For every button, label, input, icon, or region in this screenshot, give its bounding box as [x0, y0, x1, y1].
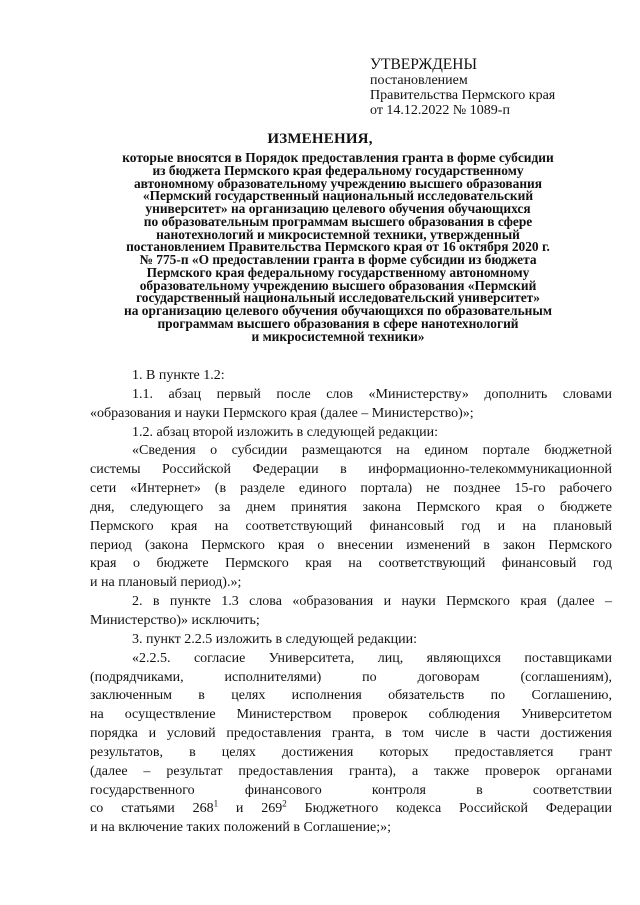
text-line: (далее – результат предоставления гранта), а также проверок органами	[90, 763, 612, 779]
approval-stamp	[370, 56, 632, 118]
subtitle-line: и микросистемной техники»	[251, 328, 425, 344]
subtitle-line: образовательному учреждению высшего образования «Пермский	[139, 277, 537, 293]
paragraph-1-2: 1.2. абзац второй изложить в следующей редакции:	[132, 424, 439, 440]
text-line: и на включение таких положений в Соглашение;»;	[90, 820, 392, 836]
subtitle-line: автономному образовательному учреждению высшего образования	[133, 175, 543, 191]
text-line: и на плановый период).»;	[90, 575, 242, 591]
paragraph-2	[90, 593, 612, 631]
document-subtitle	[88, 152, 588, 343]
text-line: на осуществление Министерством проверок соблюдения Университетом	[90, 707, 612, 723]
text-line: государственного финансового контроля в соответствии	[90, 782, 612, 798]
subtitle-line: нанотехнологий и микросистемной техники, утвержденный	[156, 226, 520, 242]
subtitle-line: «Пермский государственный национальный исследовательский	[142, 188, 534, 204]
document-body	[90, 367, 612, 838]
text-line: результатов, в целях достижения которых предоставляется грант	[90, 744, 612, 760]
text-line: сети «Интернет» (в разделе единого портала) не позднее 15-го рабочего	[90, 481, 612, 497]
text-line: заключенным в целях исполнения обязательств по Соглашению,	[90, 688, 612, 704]
text-line: «образования и науки Пермского края (далее – Министерство)»;	[90, 405, 474, 421]
approval-line: постановлением	[370, 73, 468, 88]
subtitle-line: университет» на организацию целевого обучения обучающихся	[145, 201, 531, 216]
text-line: дня, следующего за днем принятия закона Пермского края о бюджете	[90, 499, 612, 515]
superscript: 1	[213, 798, 219, 809]
paragraph-3: 3. пункт 2.2.5 изложить в следующей редакции:	[132, 631, 417, 647]
text-line: Пермского края на соответствующий финансовый год и на плановый	[90, 518, 612, 534]
quote-paragraph-2	[90, 650, 612, 838]
text-fragment: со статьями 268	[90, 801, 214, 817]
paragraph-1: 1. В пункте 1.2:	[132, 368, 225, 383]
text-line: 2. в пункте 1.3 слова «образования и науки Пермского края (далее –	[132, 594, 612, 610]
subtitle-line: постановлением Правительства Пермского края от 16 октября 2020 г.	[126, 239, 550, 255]
document-title: ИЗМЕНЕНИЯ,	[267, 131, 373, 147]
subtitle-line: которые вносятся в Порядок предоставления гранта в форме субсидии	[122, 150, 554, 165]
approval-line: от 14.12.2022 № 1089-п	[370, 103, 510, 118]
subtitle-line: Пермского края федеральному государственному автономному	[146, 264, 530, 280]
paragraph-1-1	[90, 386, 612, 424]
text-line	[90, 800, 612, 819]
text-line: 1.1. абзац первый после слов «Министерству» дополнить словами	[132, 386, 612, 402]
approval-title: УТВЕРЖДЕНЫ	[370, 56, 477, 73]
text-line: системы Российской Федерации в информационно-телекоммуникационной	[90, 462, 612, 478]
text-line: «Сведения о субсидии размещаются на едином портале бюджетной	[132, 443, 612, 459]
text-fragment: Бюджетного кодекса Российской Федерации	[286, 801, 612, 817]
subtitle-line: № 775-п «О предоставлении гранта в форме субсидии из бюджета	[139, 252, 537, 267]
text-line: период (закона Пермского края о внесении изменений в закон Пермского	[90, 537, 612, 553]
subtitle-line: на организацию целевого обучения обучающихся по образовательным	[124, 303, 552, 318]
quote-paragraph-1	[90, 442, 612, 593]
text-line: края о бюджете Пермского края на соответствующий финансовый год	[90, 556, 612, 572]
text-fragment: и 269	[218, 801, 283, 817]
superscript: 2	[282, 798, 287, 809]
subtitle-line: по образовательным программам высшего образования в сфере	[143, 213, 533, 229]
subtitle-line: государственный национальный исследовательский университет»	[136, 290, 540, 306]
approval-line: Правительства Пермского края	[370, 88, 556, 103]
text-line: «2.2.5. согласие Университета, лиц, являющихся поставщиками	[132, 650, 612, 666]
text-line: (подрядчиками, исполнителями) по договорам (соглашениям),	[90, 669, 612, 685]
subtitle-line: из бюджета Пермского края федеральному государственному	[152, 162, 524, 178]
subtitle-line: программам высшего образования в сфере нанотехнологий	[157, 315, 519, 331]
text-line: Министерство)» исключить;	[90, 612, 260, 628]
text-line: порядка и условий предоставления гранта, в том числе в части достижения	[90, 726, 612, 742]
